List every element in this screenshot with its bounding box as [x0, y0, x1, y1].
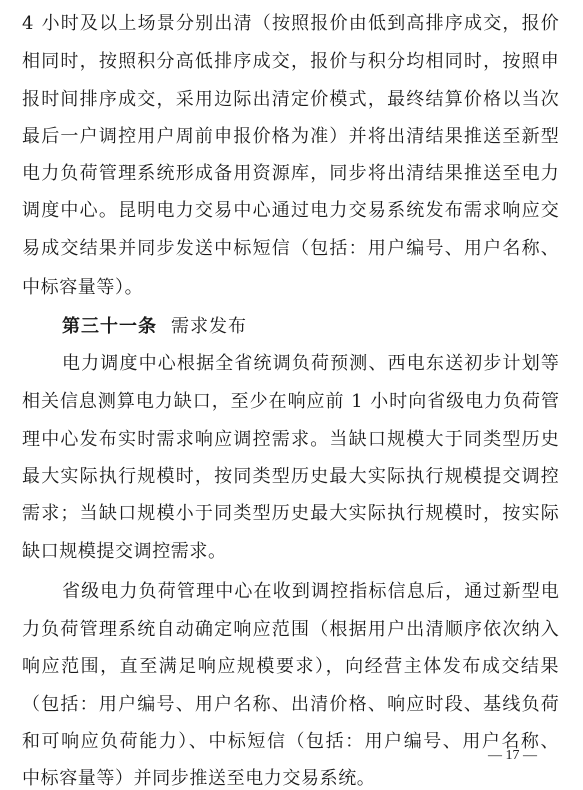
paragraph-1-line-7: 易成交结果并同步发送中标短信（包括：用户编号、用户名称、	[22, 238, 560, 259]
paragraph-2-line-2: 相关信息测算电力缺口，至少在响应前 1 小时向省级电力负荷管	[22, 391, 560, 412]
paragraph-3-line-4: （包括：用户编号、用户名称、出清价格、响应时段、基线负荷	[22, 694, 560, 715]
paragraph-2-line-4: 最大实际执行规模时，按同类型历史最大实际执行规模提交调控	[22, 466, 560, 487]
paragraph-1-line-8: 中标容量等）。	[22, 277, 144, 298]
article-number: 第三十一条	[62, 316, 157, 337]
paragraph-1-line-3: 报时间排序成交，采用边际出清定价模式，最终结算价格以当次	[22, 89, 560, 110]
paragraph-3-line-1: 省级电力负荷管理中心在收到调控指标信息后，通过新型电	[62, 581, 560, 602]
paragraph-1-line-4: 最后一户调控用户周前申报价格为准）并将出清结果推送至新型	[22, 126, 560, 147]
article-title: 需求发布	[171, 316, 247, 337]
paragraph-1-line-2: 相同时，按照积分高低排序成交，报价与积分均相同时，按照申	[22, 51, 560, 72]
paragraph-1-line-6: 调度中心。昆明电力交易中心通过电力交易系统发布需求响应交	[22, 200, 560, 221]
paragraph-3-line-5: 和可响应负荷能力）、中标短信（包括：用户编号、用户名称、	[22, 731, 560, 752]
paragraph-1-line-5: 电力负荷管理系统形成备用资源库，同步将出清结果推送至电力	[22, 163, 560, 184]
paragraph-1-line-1: 4 小时及以上场景分别出清（按照报价由低到高排序成交，报价	[22, 13, 560, 34]
paragraph-2-line-3: 理中心发布实时需求响应调控需求。当缺口规模大于同类型历史	[22, 429, 560, 450]
paragraph-2-line-5: 需求；当缺口规模小于同类型历史最大实际执行规模时，按实际	[22, 503, 560, 524]
paragraph-2-line-1: 电力调度中心根据全省统调负荷预测、西电东送初步计划等	[62, 353, 560, 374]
article-heading	[62, 316, 247, 338]
paragraph-3-line-2: 力负荷管理系统自动确定响应范围（根据用户出清顺序依次纳入	[22, 619, 560, 640]
paragraph-2-line-6: 缺口规模提交调控需求。	[22, 541, 227, 562]
paragraph-3-line-3: 响应范围，直至满足响应规模要求），向经营主体发布成交结果	[22, 656, 560, 677]
paragraph-3-line-6: 中标容量等）并同步推送至电力交易系统。	[22, 768, 376, 789]
page-number: — 17 —	[488, 748, 537, 763]
